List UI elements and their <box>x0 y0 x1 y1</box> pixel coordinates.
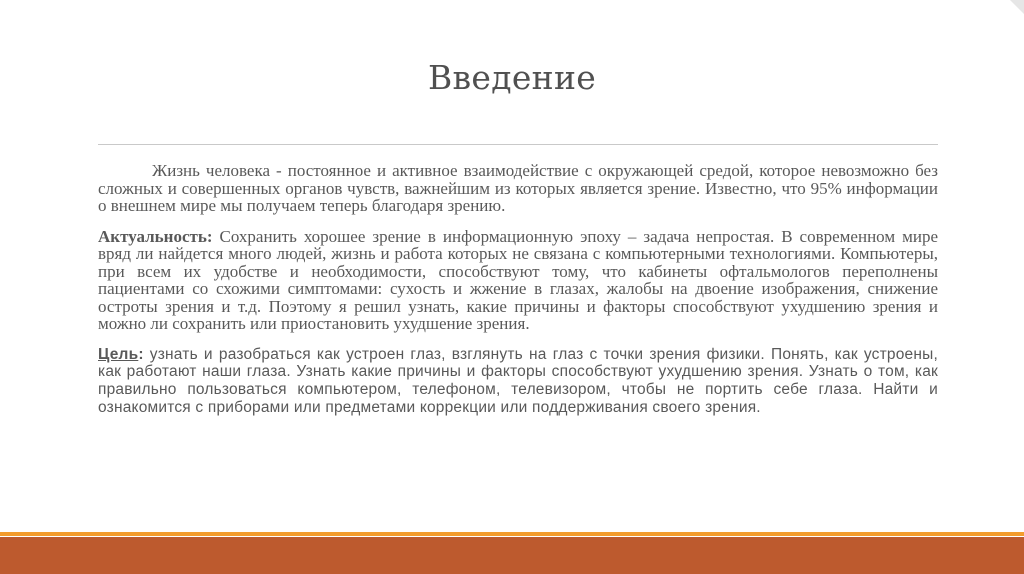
relevance-paragraph <box>98 228 938 333</box>
footer-bar <box>0 537 1024 574</box>
goal-text: узнать и разобраться как устроен глаз, взглянуть на глаз с точки зрения физики. Понять, как устроены, как работают наши глаза. Узнать какие причины и факторы способствуют ухудшению зрения. Узнать о том, как правильно пользоваться компьютером, телефоном, телевизором, чтобы не портить себе глаза. Найти и ознакомится с приборами или предметами коррекции или поддерживания своего зрения. <box>98 345 938 416</box>
relevance-text: Сохранить хорошее зрение в информационную эпоху – задача непростая. В современном мире вряд ли найдется много людей, жизнь и работа которых не связана с компьютерными технологиями. Компьютеры, при всем их удобстве и необходимости, способствуют тому, что кабинеты офтальмологов переполнены пациентами со схожими симптомами: сухость и жжение в глазах, жалобы на двоение изображения, снижение остроты зрения и т.д. Поэтому я решил узнать, какие причины и факторы способствуют ухудшению зрения и можно ли сохранить или приостановить ухудшение зрения. <box>98 226 938 333</box>
relevance-label: Актуальность: <box>98 226 213 246</box>
title-divider <box>98 144 938 145</box>
goal-colon: : <box>138 345 144 363</box>
intro-paragraph: Жизнь человека - постоянное и активное взаимодействие с окружающей средой, которое невозможно без сложных и совершенных органов чувств, важнейшим из которых является зрение. Известно, что 95% информации о внешнем мире мы получаем теперь благодаря зрению. <box>98 161 938 215</box>
footer-accent-line <box>0 532 1024 536</box>
goal-label: Цель <box>98 345 139 363</box>
slide-title: Введение <box>427 58 597 97</box>
slide-content <box>98 162 938 430</box>
goal-paragraph <box>98 346 938 417</box>
corner-decoration <box>1010 0 1024 14</box>
